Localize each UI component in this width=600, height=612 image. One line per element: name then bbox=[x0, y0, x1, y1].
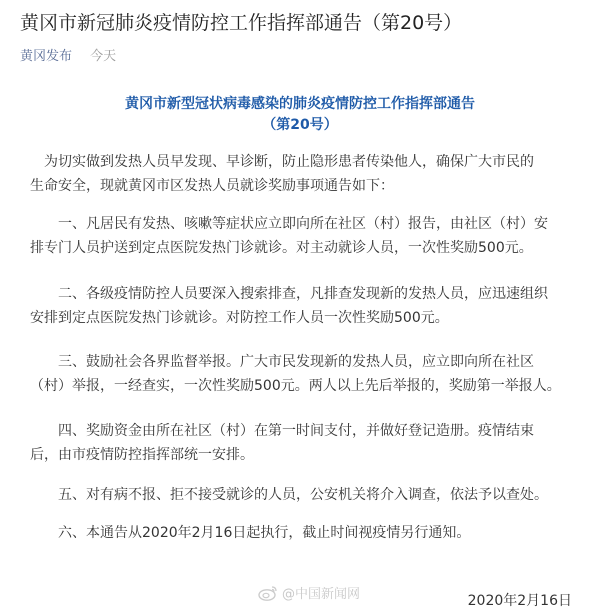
notice-paragraph-1 bbox=[30, 212, 586, 260]
paragraph-line: 六、本通告从2020年2月16日起执行，截止时间视疫情另行通知。 bbox=[58, 525, 471, 541]
notice-paragraph-intro bbox=[30, 150, 586, 198]
source-link[interactable]: 黄冈发布 bbox=[20, 49, 73, 64]
paragraph-line: （村）举报，一经查实，一次性奖励500元。两人以上先后举报的，奖励第一举报人。 bbox=[30, 378, 561, 394]
paragraph-line: 后，由市疫情防控指挥部统一安排。 bbox=[30, 447, 254, 463]
paragraph-line: 二、各级疫情防控人员要深入搜索排查，凡排查发现新的发热人员，应迅速组织 bbox=[58, 286, 548, 302]
paragraph-line: 五、对有病不报、拒不接受就诊的人员，公安机关将介入调查，依法予以查处。 bbox=[58, 487, 548, 503]
article-title: 黄冈市新冠肺炎疫情防控工作指挥部通告（第20号） bbox=[20, 12, 463, 34]
watermark-text: @中国新闻网 bbox=[282, 587, 361, 602]
paragraph-line: 排专门人员护送到定点医院发热门诊就诊。对主动就诊人员，一次性奖励500元。 bbox=[30, 240, 533, 256]
notice-heading: 黄冈市新型冠状病毒感染的肺炎疫情防控工作指挥部通告 bbox=[125, 96, 475, 112]
notice-number: （第20号） bbox=[262, 117, 338, 133]
publish-date: 今天 bbox=[90, 49, 117, 64]
notice-paragraph-4 bbox=[30, 419, 586, 467]
article-meta bbox=[20, 48, 116, 66]
paragraph-line: 安排到定点医院发热门诊就诊。对防控工作人员一次性奖励500元。 bbox=[30, 310, 449, 326]
notice-paragraph-6 bbox=[30, 521, 586, 545]
paragraph-line: 生命安全，现就黄冈市区发热人员就诊奖励事项通告如下： bbox=[30, 178, 394, 194]
paragraph-line: 为切实做到发热人员早发现、早诊断，防止隐形患者传染他人，确保广大市民的 bbox=[44, 154, 534, 170]
sign-date: 2020年2月16日 bbox=[467, 593, 572, 609]
watermark bbox=[258, 583, 360, 602]
paragraph-line: 四、奖励资金由所在社区（村）在第一时间支付，并做好登记造册。疫情结束 bbox=[58, 423, 534, 439]
weibo-icon bbox=[258, 585, 278, 601]
paragraph-line: 一、凡居民有发热、咳嗽等症状应立即向所在社区（村）报告，由社区（村）安 bbox=[58, 216, 548, 232]
paragraph-line: 三、鼓励社会各界监督举报。广大市民发现新的发热人员，应立即向所在社区 bbox=[58, 354, 534, 370]
notice-paragraph-5 bbox=[30, 483, 586, 507]
notice-paragraph-2 bbox=[30, 282, 586, 330]
notice-paragraph-3 bbox=[30, 350, 586, 398]
